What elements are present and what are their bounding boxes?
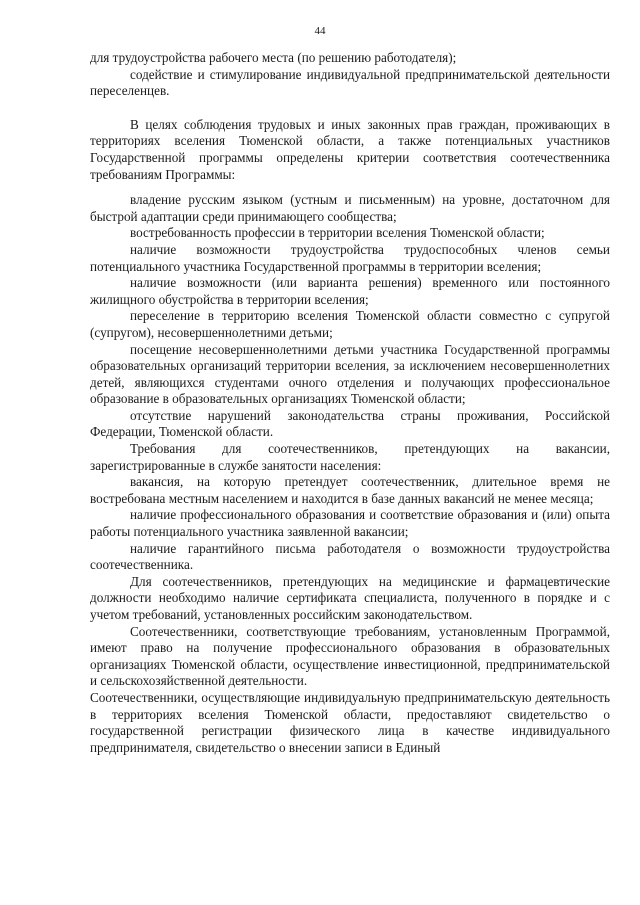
paragraph-1: для трудоустройства рабочего места (по решению работодателя); [90, 50, 457, 65]
paragraph-7: наличие возможности (или варианта решения) временного или постоянного жилищного обустройства в территории вселения; [90, 275, 610, 307]
paragraph-13: наличие профессионального образования и соответствие образования и (или) опыта работы потенциального участника заявленной вакансии; [90, 507, 610, 540]
paragraph-17: Соотечественники, осуществляющие индивидуальную предпринимательскую деятельность в территориях вселения Тюменской области, предоставляют свидетельство о государственной регистрации физического лица в качестве индивидуального предпринимателя, свидетельство о внесении записи в Единый [90, 689, 610, 755]
paragraph-4: владение русским языком (устным и письменным) на уровне, достаточном для быстрой адаптации среди принимающего сообщества; [90, 192, 610, 224]
paragraph-10: отсутствие нарушений законодательства страны проживания, Российской Федерации, Тюменской области. [90, 407, 610, 440]
paragraph-6: наличие возможности трудоустройства трудоспособных членов семьи потенциального участника Государственной программы в территории вселения; [90, 241, 610, 274]
paragraph-14: наличие гарантийного письма работодателя о возможности трудоустройства соотечественника. [90, 540, 610, 573]
paragraph-9: посещение несовершеннолетними детьми участника Государственной программы образовательных организаций территории вселения, за исключением несовершеннолетних детей, являющихся студентами очного отделения и получающих профессиональное образование в образовательных организациях Тюменской области; [90, 341, 610, 407]
paragraph-3: В целях соблюдения трудовых и иных законных прав граждан, проживающих в территориях вселения Тюменской области, а также потенциальных участников Государственной программы определены критерии соответствия соотечественника требованиям Программы: [90, 116, 610, 182]
paragraph-8: переселение в территорию вселения Тюменской области совместно с супругой (супругом), несовершеннолетними детьми; [90, 308, 610, 340]
paragraph-5: востребованность профессии в территории вселения Тюменской области; [130, 225, 545, 241]
paragraph-15: Для соотечественников, претендующих на медицинские и фармацевтические должности необходимо наличие сертификата специалиста, полученного в порядке и с учетом требований, установленных российским законодательством. [90, 573, 610, 622]
paragraph-2: содействие и стимулирование индивидуальной предпринимательской деятельности переселенцев. [90, 66, 610, 99]
paragraph-16: Соотечественники, соответствующие требованиям, установленным Программой, имеют право на получение профессионального образования в образовательных организациях Тюменской области, осуществление инвестиционной, предпринимательской и сельскохозяйственной деятельности. [90, 623, 610, 689]
document-body [90, 50, 610, 756]
paragraph-11: Требования для соотечественников, претендующих на вакансии, зарегистрированные в службе занятости населения: [90, 441, 610, 473]
paragraph-12: вакансия, на которую претендует соотечественник, длительное время не востребована местным населением и находится в базе данных вакансий не менее месяца; [90, 474, 610, 506]
page-number: 44 [314, 25, 326, 37]
